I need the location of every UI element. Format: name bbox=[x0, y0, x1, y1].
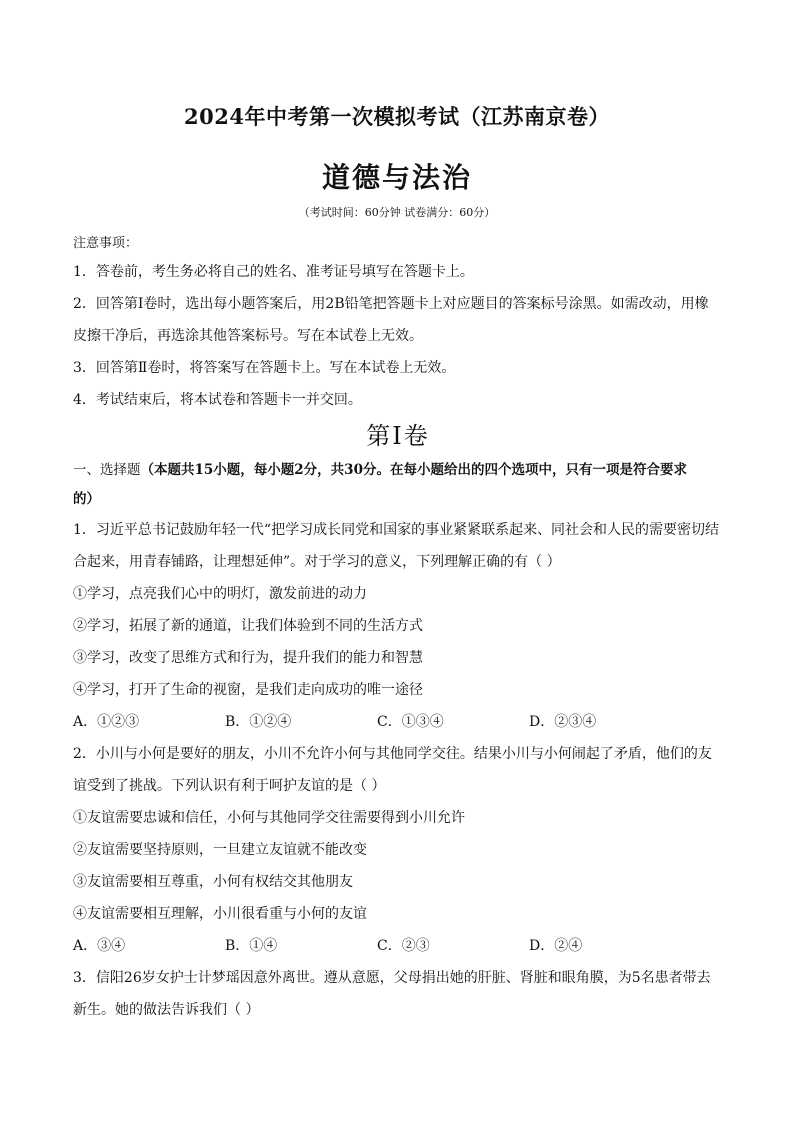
answer-options bbox=[73, 706, 723, 738]
option-a: A．③④ bbox=[73, 938, 126, 954]
exam-title: 2024年中考第一次模拟考试（江苏南京卷） bbox=[184, 104, 610, 129]
statement: ④学习，打开了生命的视窗，是我们走向成功的唯一途径 bbox=[73, 682, 423, 698]
question-stem: 2．小川与小何是要好的朋友，小川不允许小何与其他同学交往。结果小川与小何闹起了矛盾，他们的友 bbox=[73, 746, 712, 762]
notice-item: 4．考试结束后，将本试卷和答题卡一并交回。 bbox=[73, 392, 362, 408]
notice-item: 2．回答第Ⅰ卷时，选出每小题答案后，用2B铅笔把答题卡上对应题目的答案标号涂黑。如需改动，用橡 bbox=[73, 296, 709, 312]
statement: ③友谊需要相互尊重，小何有权结交其他朋友 bbox=[73, 874, 353, 890]
section-instructions: （本题共15小题，每小题2分，共30分。在每小题给出的四个选项中，只有一项是符合要求 bbox=[140, 462, 687, 478]
question-2 bbox=[73, 738, 723, 962]
question-stem: 1．习近平总书记鼓励年轻一代“把学习成长同党和国家的事业紧紧联系起来、同社会和人民的需要密切结 bbox=[73, 522, 720, 538]
option-b: B．①④ bbox=[225, 938, 278, 954]
section-label: 一、选择题 bbox=[73, 462, 141, 478]
option-c: C．①③④ bbox=[377, 714, 444, 730]
section-instructions-cont: 的） bbox=[73, 491, 100, 507]
section-heading bbox=[73, 456, 723, 485]
answer-options bbox=[73, 930, 723, 962]
option-d: D．②④ bbox=[529, 938, 583, 954]
notice-item: 1．答卷前，考生务必将自己的姓名、准考证号填写在答题卡上。 bbox=[73, 264, 474, 280]
statement: ①友谊需要忠诚和信任，小何与其他同学交往需要得到小川允许 bbox=[73, 810, 465, 826]
option-b: B．①②④ bbox=[225, 714, 292, 730]
exam-info: （考试时间：60分钟 试卷满分：60分） bbox=[298, 206, 496, 219]
volume-title: 第Ⅰ卷 bbox=[366, 422, 430, 450]
statement: ④友谊需要相互理解，小川很看重与小何的友谊 bbox=[73, 906, 367, 922]
question-stem: 新生。她的做法告诉我们（ ） bbox=[73, 1002, 260, 1018]
option-a: A．①②③ bbox=[73, 714, 140, 730]
paper-content bbox=[73, 232, 723, 1026]
subject-title: 道德与法治 bbox=[321, 162, 472, 193]
statement: ②学习，拓展了新的通道，让我们体验到不同的生活方式 bbox=[73, 618, 423, 634]
option-d: D．②③④ bbox=[529, 714, 597, 730]
question-stem: 合起来，用青春铺路，让理想延伸”。对于学习的意义，下列理解正确的有（ ） bbox=[73, 554, 561, 570]
question-stem: 谊受到了挑战。下列认识有利于呵护友谊的是（ ） bbox=[73, 778, 386, 794]
notice-item: 皮擦干净后，再选涂其他答案标号。写在本试卷上无效。 bbox=[73, 328, 423, 344]
notice-heading: 注意事项： bbox=[73, 236, 139, 251]
question-stem: 3．信阳26岁女护士计梦瑶因意外离世。遵从意愿，父母捐出她的肝脏、肾脏和眼角膜，为5名患者带去 bbox=[73, 970, 711, 986]
statement: ③学习，改变了思维方式和行为，提升我们的能力和智慧 bbox=[73, 650, 423, 666]
statement: ①学习，点亮我们心中的明灯，激发前进的动力 bbox=[73, 586, 367, 602]
question-1 bbox=[73, 514, 723, 738]
question-3 bbox=[73, 962, 723, 1026]
option-c: C．②③ bbox=[377, 938, 430, 954]
statement: ②友谊需要坚持原则，一旦建立友谊就不能改变 bbox=[73, 842, 367, 858]
notice-item: 3．回答第Ⅱ卷时，将答案写在答题卡上。写在本试卷上无效。 bbox=[73, 360, 456, 376]
